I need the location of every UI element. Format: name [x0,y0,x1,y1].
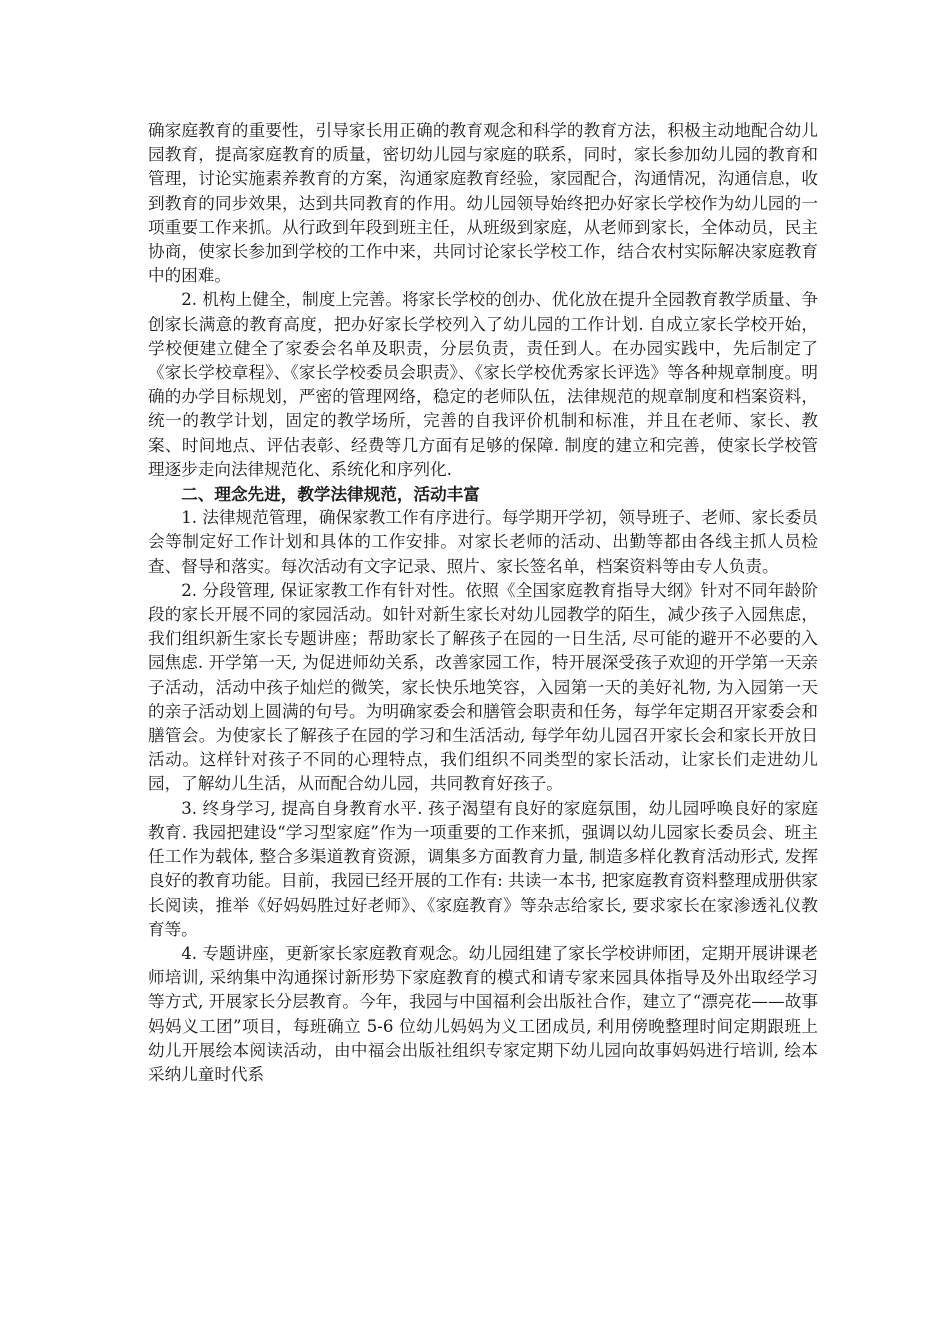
paragraph-lectures: 4. 专题讲座，更新家长家庭教育观念。幼儿园组建了家长学校讲师团，定期开展讲课老师培训, 采纳集中沟通探讨新形势下家庭教育的模式和请专家来园具体指导及外出取经学习等方式, 开展家长分层教育。今年，我园与中国福利会出版社合作，建立了“漂亮花——故事妈妈义工团”项目，每班确立 5-6 位幼儿妈妈为义工团成员, 利用傍晚整理时间定期跟班上幼儿开展绘本阅读活动，由中福会出版社组织专家定期下幼儿园向故事妈妈进行培训, 绘本采纳儿童时代系 [148,943,818,1084]
paragraph-intro: 确家庭教育的重要性，引导家长用正确的教育观念和科学的教育方法，积极主动地配合幼儿园教育，提高家庭教育的质量，密切幼儿园与家庭的联系，同时，家长参加幼儿园的教育和管理，讨论实施素养教育的方案，沟通家庭教育经验，家园配合，沟通情况，沟通信息，收到教育的同步效果，达到共同教育的作用。幼儿园领导始终把办好家长学校作为幼儿园的一项重要工作来抓。从行政到年段到班主任，从班级到家庭，从老师到家长，全体动员，民主协商，使家长参加到学校的工作中来，共同讨论家长学校工作，结合农村实际解决家庭教育中的困难。 [148,121,818,286]
paragraph-stages: 2. 分段管理, 保证家教工作有针对性。依照《全国家庭教育指导大纲》针对不同年龄阶段的家长开展不同的家园活动。如针对新生家长对幼儿园教学的陌生，减少孩子入园焦虑，我们组织新生家长专题讲座；帮助家长了解孩子在园的一日生活, 尽可能的避开不必要的入园焦虑. 开学第一天, 为促进师幼关系，改善家园工作，特开展深受孩子欢迎的开学第一天亲子活动，活动中孩子灿烂的微笑，家长快乐地笑容，入园第一天的美好礼物, 为入园第一天的亲子活动划上圆满的句号。为明确家委会和膳管会职责和任务，每学年定期召开家委会和膳管会。为使家长了解孩子在园的学习和生活活动, 每学年幼儿园召开家长会和家长开放日活动。这样针对孩子不同的心理特点，我们组织不同类型的家长活动，让家长们走进幼儿园，了解幼儿生活，从而配合幼儿园，共同教育好孩子。 [148,580,818,794]
paragraph-organization: 2. 机构上健全，制度上完善。将家长学校的创办、优化放在提升全园教育教学质量、争创家长满意的教育高度，把办好家长学校列入了幼儿园的工作计划. 自成立家长学校开始，学校便建立健全了家委会名单及职责，分层负责，责任到人。在办园实践中，先后制定了《家长学校章程》、《家长学校委员会职责》、《家长学校优秀家长评选》等各种规章制度。明确的办学目标规划，严密的管理网络，稳定的老师队伍，法律规范的规章制度和档案资料，统一的教学计划，固定的教学场所，完善的自我评价机制和标准，并且在老师、家长、教案、时间地点、评估表彰、经费等几方面有足够的保障. 制度的建立和完善，使家长学校管理逐步走向法律规范化、系统化和序列化. [148,290,818,479]
paragraph-lifelong-learning: 3. 终身学习, 提高自身教育水平. 孩子渴望有良好的家庭氛围，幼儿园呼唤良好的家庭教育. 我园把建设“学习型家庭”作为一项重要的工作来抓，强调以幼儿园家长委员会、班主任工作为载体, 整合多渠道教育资源，调集多方面教育力量, 制造多样化教育活动形式, 发挥良好的教育功能。目前，我园已经开展的工作有: 共读一本书, 把家庭教育资料整理成册供家长阅读，推举《好妈妈胜过好老师》、《家庭教育》等杂志给家长, 要求家长在家渗透礼仪教育等。 [148,798,818,939]
paragraph-management: 1. 法律规范管理，确保家教工作有序进行。每学期开学初，领导班子、老师、家长委员会等制定好工作计划和具体的工作安排。对家长老师的活动、出勤等都由各线主抓人员检查、督导和落实。每次活动有文字记录、照片、家长签名单，档案资料等由专人负责。 [148,508,818,576]
document-page [148,119,818,1087]
section-heading: 二、理念先进，教学法律规范，活动丰富 [181,484,480,505]
